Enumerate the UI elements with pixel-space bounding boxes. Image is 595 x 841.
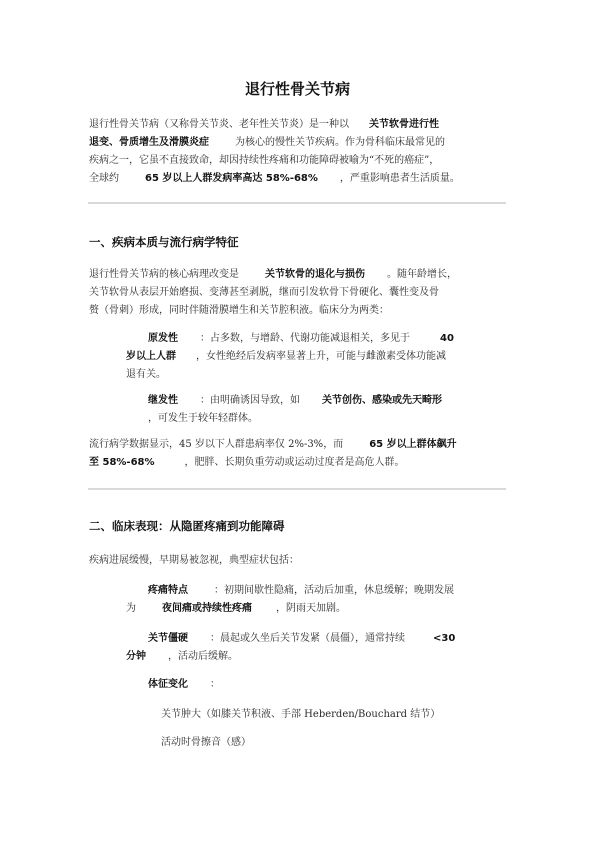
page-title: 退行性骨关节病 xyxy=(244,80,350,98)
secondary-text: ：由明确诱因导致，如 xyxy=(200,395,300,406)
pain-item-line-1 xyxy=(126,582,526,600)
intro-bold: 65 岁以上人群发病率高达 58%-68% xyxy=(145,173,318,184)
s1-para1-line-3: 赘（骨刺）形成，同时伴随滑膜增生和关节腔积液。临床分为两类： xyxy=(89,305,389,316)
secondary-label: 继发性 xyxy=(148,395,178,406)
stiff-item-line-1 xyxy=(126,630,526,648)
primary-label: 原发性 xyxy=(148,333,178,344)
s1-text: 流行病学数据显示，45 岁以下人群患病率仅 2%-3%，而 xyxy=(89,439,344,450)
pain-bold: 夜间痛或持续性疼痛 xyxy=(162,603,252,614)
primary-item-line-2 xyxy=(126,348,526,366)
sign-item-2: 活动时骨擦音（感） xyxy=(161,737,251,748)
intro-text: 疾病之一，它虽不直接致命，却因持续性疼痛和功能障碍被喻为“不死的癌症”， xyxy=(89,155,440,166)
primary-text: ，女性绝经后发病率显著上升，可能与雌激素受体功能减 xyxy=(196,351,446,362)
intro-line-4 xyxy=(89,170,529,188)
primary-bold: 40 xyxy=(440,333,454,344)
stiff-item-line-2 xyxy=(126,648,526,666)
stiff-text: ：晨起或久坐后关节发紧（晨僵），通常持续 xyxy=(210,633,405,644)
s1-text: ，肥胖、长期负重劳动或运动过度者是高危人群。 xyxy=(184,457,405,468)
s1-para1-line-1 xyxy=(89,266,529,284)
section-divider xyxy=(88,202,506,204)
s1-para2-line-2 xyxy=(89,454,529,472)
s1-text: 。随年龄增长， xyxy=(387,269,457,280)
stiff-bold: 分钟 xyxy=(126,651,146,662)
intro-line-2 xyxy=(89,134,529,152)
stiff-bold: <30 xyxy=(433,633,456,644)
stiff-label: 关节僵硬 xyxy=(148,633,188,644)
s1-bold: 至 58%-68% xyxy=(89,457,155,468)
signs-text: ： xyxy=(210,679,220,690)
intro-line-3 xyxy=(89,152,529,170)
intro-bold: 退变、骨质增生及滑膜炎症 xyxy=(89,137,209,148)
section-heading-2: 二、临床表现：从隐匿疼痛到功能障碍 xyxy=(89,519,285,533)
intro-text: 退行性骨关节病（又称骨关节炎、老年性关节炎）是一种以 xyxy=(89,119,349,130)
intro-bold: 关节软骨进行性 xyxy=(369,119,439,130)
intro-text: 为核心的慢性关节疾病。作为骨科临床最常见的 xyxy=(235,137,445,148)
section-divider xyxy=(88,488,506,490)
s1-para2-line-1 xyxy=(89,436,529,454)
secondary-item-line-2: ，可发生于较年轻群体。 xyxy=(148,413,258,424)
primary-bold: 岁以上人群 xyxy=(126,351,176,362)
section-heading-1: 一、疾病本质与流行病学特征 xyxy=(89,235,239,249)
pain-text: 为 xyxy=(126,603,136,614)
sign-item-1: 关节肿大（如膝关节积液、手部 Heberden/Bouchard 结节） xyxy=(161,709,441,720)
pain-label: 疼痛特点 xyxy=(148,585,188,596)
intro-line-1 xyxy=(89,116,529,134)
primary-text: ：占多数，与增龄、代谢功能减退相关，多见于 xyxy=(200,333,410,344)
pain-text: ，阴雨天加剧。 xyxy=(276,603,346,614)
pain-text: ：初期间歇性隐痛，活动后加重，休息缓解；晚期发展 xyxy=(214,585,454,596)
s1-bold: 关节软骨的退化与损伤 xyxy=(265,269,365,280)
s1-bold: 65 岁以上群体飙升 xyxy=(369,439,457,450)
signs-label: 体征变化 xyxy=(148,679,188,690)
secondary-item-line-1 xyxy=(126,392,526,410)
s1-text: 退行性骨关节病的核心病理改变是 xyxy=(89,269,239,280)
intro-text: ，严重影响患者生活质量。 xyxy=(339,173,460,184)
secondary-bold: 关节创伤、感染或先天畸形 xyxy=(322,395,442,406)
s2-intro: 疾病进展缓慢，早期易被忽视，典型症状包括： xyxy=(89,555,299,566)
stiff-text: ，活动后缓解。 xyxy=(168,651,238,662)
primary-item-line-3: 退有关。 xyxy=(126,369,166,380)
primary-item-line-1 xyxy=(126,330,526,348)
s1-para1-line-2: 关节软骨从表层开始磨损、变薄甚至剥脱，继而引发软骨下骨硬化、囊性变及骨 xyxy=(89,287,439,298)
signs-item-line-1 xyxy=(126,676,526,694)
pain-item-line-2 xyxy=(126,600,526,618)
intro-text: 全球约 xyxy=(89,173,119,184)
